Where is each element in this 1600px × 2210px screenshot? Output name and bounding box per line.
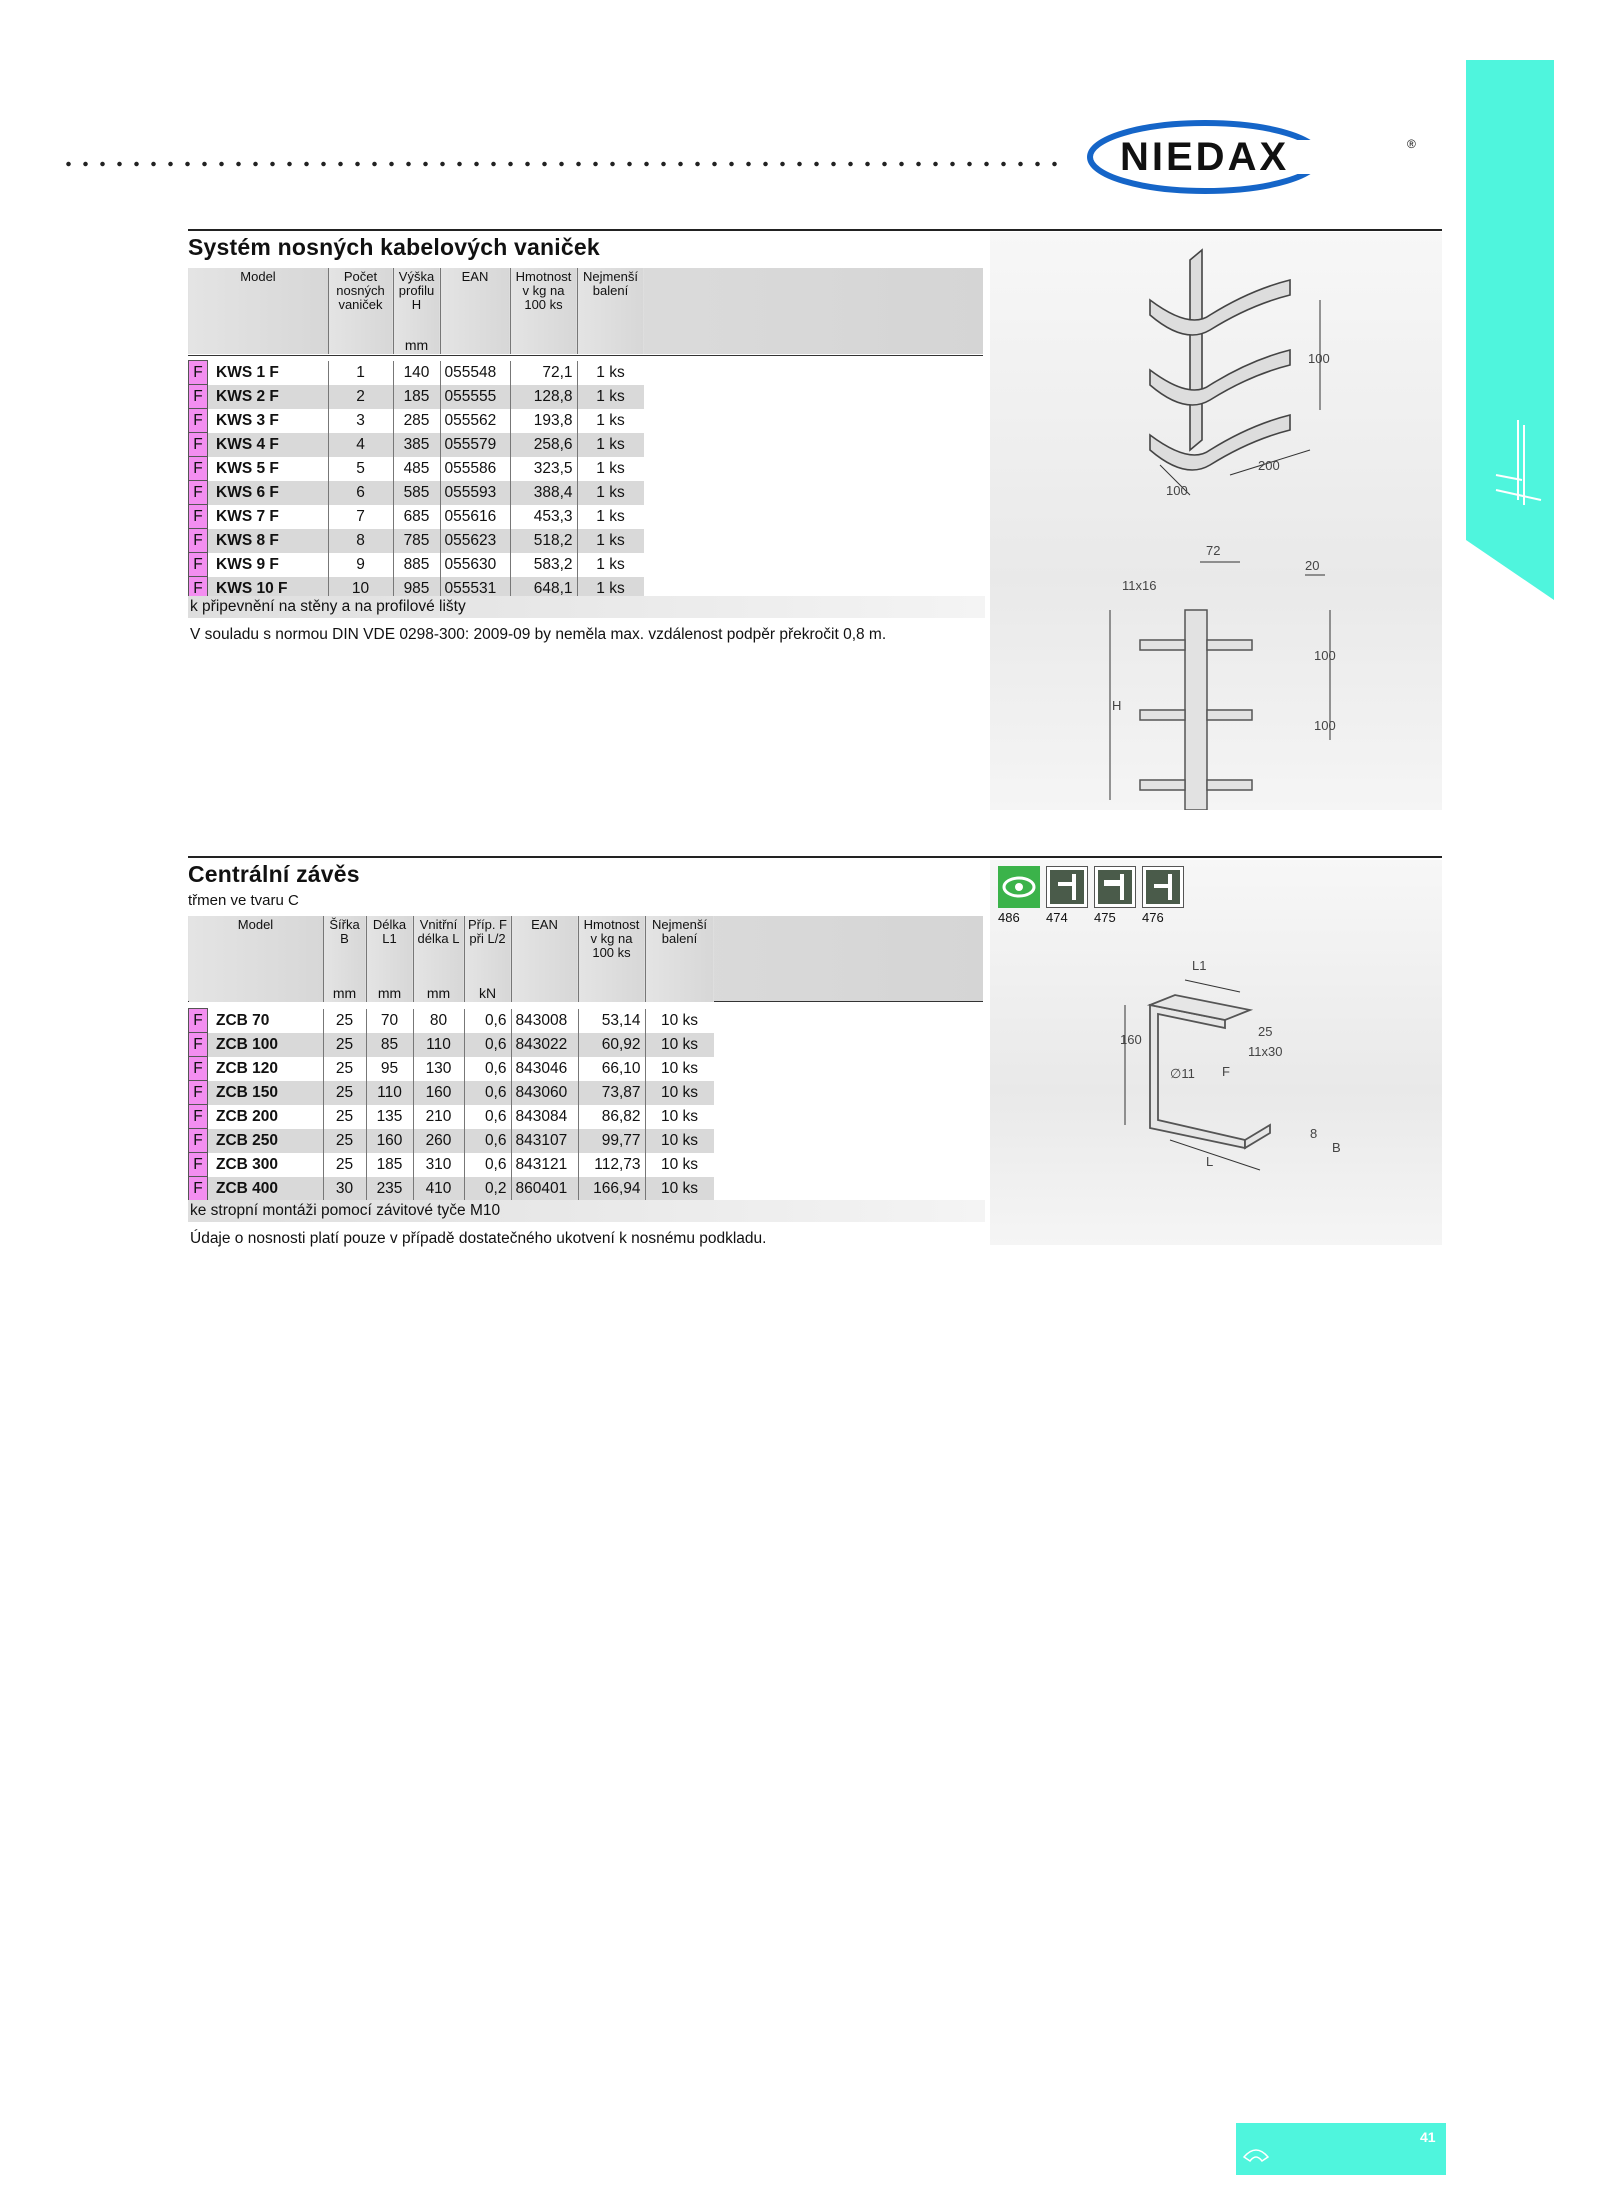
table-row: F ZCB 70 25 70 80 0,6 843008 53,14 10 ks — [189, 1009, 714, 1033]
svg-text:11x30: 11x30 — [1248, 1044, 1283, 1059]
unit-height: mm — [393, 336, 440, 354]
col-width: Šířka B — [323, 916, 366, 984]
c-hanger-drawing — [1110, 950, 1360, 1220]
eye-icon — [998, 866, 1040, 908]
svg-text:F: F — [1222, 1064, 1230, 1079]
svg-text:200: 200 — [1258, 458, 1280, 473]
section2-subtitle: třmen ve tvaru C — [188, 892, 299, 909]
svg-text:25: 25 — [1258, 1024, 1273, 1039]
table-row: F KWS 9 F 9 885 055630 583,2 1 ks — [189, 553, 644, 577]
col-model: Model — [189, 916, 324, 984]
bracket-elevation-drawing — [1100, 540, 1350, 810]
col-weight: Hmotnost v kg na 100 ks — [510, 268, 577, 336]
icon-number: 486 — [998, 910, 1020, 925]
table-row: F KWS 7 F 7 685 055616 453,3 1 ks — [189, 505, 644, 529]
col-pack: Nejmenší balení — [645, 916, 714, 984]
mount-icon — [1046, 866, 1088, 908]
unit-f: kN — [464, 984, 511, 1002]
svg-text:100: 100 — [1308, 351, 1330, 366]
col-weight: Hmotnost v kg na 100 ks — [578, 916, 645, 984]
col-count: Počet nosných vaniček — [328, 268, 393, 336]
footer-tray-icon — [1236, 2135, 1276, 2165]
svg-text:11x16: 11x16 — [1122, 578, 1157, 593]
page-number: 41 — [1420, 2129, 1436, 2145]
svg-text:8: 8 — [1310, 1126, 1318, 1141]
table-row: F ZCB 300 25 185 310 0,6 843121 112,73 10 ks — [189, 1153, 714, 1177]
col-ean: EAN — [440, 268, 510, 336]
col-inner-length: Vnitřní délka L — [413, 916, 464, 984]
section1-note-bar: k připevnění na stěny a na profilové lišty — [188, 596, 985, 618]
svg-text:H: H — [1112, 698, 1122, 713]
unit-l1: mm — [366, 984, 413, 1002]
table-row: F ZCB 200 25 135 210 0,6 843084 86,82 10 ks — [189, 1105, 714, 1129]
page-number-tab — [1236, 2123, 1446, 2175]
cable-tray-system-drawing — [1080, 240, 1370, 510]
table-row: F KWS 3 F 3 285 055562 193,8 1 ks — [189, 409, 644, 433]
mount-icon — [1142, 866, 1184, 908]
icon-number: 475 — [1094, 910, 1116, 925]
table-row: F KWS 1 F 1 140 055548 72,1 1 ks — [189, 361, 644, 385]
brand-registered: ® — [1407, 137, 1416, 151]
table-row: F ZCB 400 30 235 410 0,2 860401 166,94 10 ks — [189, 1177, 714, 1201]
svg-text:72: 72 — [1206, 543, 1221, 558]
header-dotted-rule — [60, 160, 1060, 168]
svg-text:∅11: ∅11 — [1170, 1066, 1195, 1081]
mount-icon — [1094, 866, 1136, 908]
brand-name: NIEDAX — [1120, 135, 1290, 179]
table-row: F ZCB 150 25 110 160 0,6 843060 73,87 10 ks — [189, 1081, 714, 1105]
svg-text:L: L — [1206, 1154, 1214, 1169]
section2-note: Údaje o nosnosti platí pouze v případě dostatečného ukotvení k nosnému podkladu. — [190, 1230, 767, 1247]
table-row: F KWS 4 F 4 385 055579 258,6 1 ks — [189, 433, 644, 457]
section2-title: Centrální závěs — [188, 861, 360, 887]
col-pack: Nejmenší balení — [577, 268, 644, 336]
table-row: F KWS 2 F 2 185 055555 128,8 1 ks — [189, 385, 644, 409]
svg-text:100: 100 — [1314, 648, 1336, 663]
section2-table — [188, 916, 714, 1201]
svg-text:L1: L1 — [1192, 958, 1207, 973]
table-row: F ZCB 120 25 95 130 0,6 843046 66,10 10 ks — [189, 1057, 714, 1081]
svg-text:100: 100 — [1314, 718, 1336, 733]
col-model: Model — [189, 268, 329, 336]
section2-rule — [188, 856, 1442, 858]
table-row: F ZCB 250 25 160 260 0,6 843107 99,77 10 ks — [189, 1129, 714, 1153]
col-height: Výška profilu H — [393, 268, 440, 336]
icon-number: 476 — [1142, 910, 1164, 925]
col-ean: EAN — [511, 916, 578, 984]
side-tab — [1466, 60, 1554, 600]
table-row: F KWS 5 F 5 485 055586 323,5 1 ks — [189, 457, 644, 481]
svg-text:160: 160 — [1120, 1032, 1142, 1047]
section2-note-bar: ke stropní montáži pomocí závitové tyče M10 — [188, 1200, 985, 1222]
table-row: F KWS 6 F 6 585 055593 388,4 1 ks — [189, 481, 644, 505]
niedax-logo — [1085, 118, 1445, 196]
svg-text:100: 100 — [1166, 483, 1188, 498]
table-row: F KWS 10 F 10 985 055531 648,1 1 ks — [189, 577, 644, 601]
table-row: F KWS 8 F 8 785 055623 518,2 1 ks — [189, 529, 644, 553]
col-load: Příp. F při L/2 — [464, 916, 511, 984]
svg-text:20: 20 — [1305, 558, 1320, 573]
unit-width: mm — [323, 984, 366, 1002]
section1-table — [188, 268, 644, 601]
section1-rule — [188, 229, 1442, 231]
section1-note: V souladu s normou DIN VDE 0298-300: 2009-09 by neměla max. vzdálenost podpěr překročit 0,8 m. — [190, 626, 887, 643]
unit-l: mm — [413, 984, 464, 1002]
table-row: F ZCB 100 25 85 110 0,6 843022 60,92 10 ks — [189, 1033, 714, 1057]
col-length-l1: Délka L1 — [366, 916, 413, 984]
section1-title: Systém nosných kabelových vaniček — [188, 234, 600, 260]
icon-number: 474 — [1046, 910, 1068, 925]
svg-text:B: B — [1332, 1140, 1341, 1155]
